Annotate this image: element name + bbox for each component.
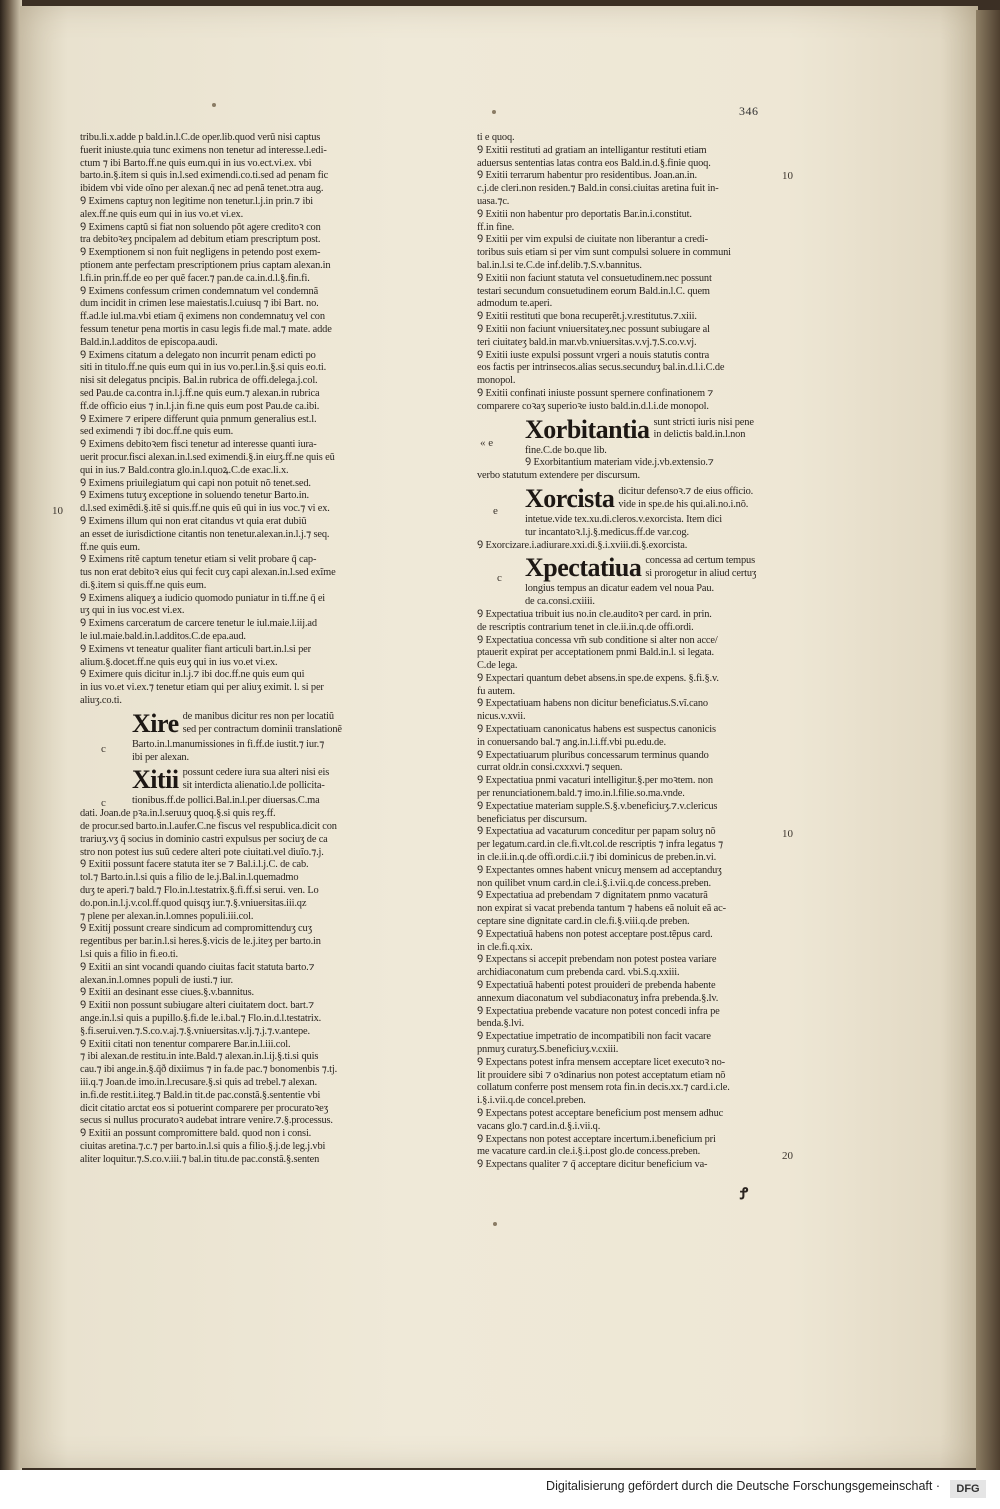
text-line: Ꝯ Expectatiuã habens non potest acceptare post.tẽpus card.: [477, 928, 713, 940]
text-line: Ꝯ Eximens debitoꝛem fisci tenetur ad interesse quanti iura-: [80, 439, 317, 451]
text-line: sed eximendi ⁊ ibi doc.ff.ne quis eum.: [80, 426, 234, 438]
text-line: comparere coꝛaʒ superioꝛe iusto bald.in.d.l.i.de monopol.: [477, 400, 709, 412]
text-line: non quilibet vnum card.in cle.i.§.i.vii.q.de concess.preben.: [477, 877, 711, 889]
text-line: Ꝯ Eximens confessum crimen condemnatum vel condemnã: [80, 285, 319, 297]
text-line: ctum ⁊ ibi Barto.ff.ne quis eum.qui in ius vo.ect.vi.ex. vbi: [80, 157, 312, 169]
text-line: de rescriptis contrarium tenet in cle.ii.in.q.de offi.ordi.: [477, 621, 694, 633]
text-line: Ꝯ Exitij possunt creare sindicum ad compromittenduʒ cuʒ: [80, 923, 312, 935]
text-line: tribu.li.x.adde p bald.in.l.C.de oper.lib.quod verũ nisi captus: [80, 132, 321, 143]
margin-line-number: 10: [782, 828, 793, 840]
text-line: Ꝯ Eximens carceratum de carcere tenetur le iul.maie.l.iij.ad: [80, 618, 317, 630]
margin-line-number: 10: [52, 505, 63, 517]
text-line: Ꝯ Expectans qualiter ⁊ q̃ acceptare dicitur beneficium va-: [477, 1159, 708, 1171]
text-line: Ꝯ Eximens vt teneatur qualiter fiant articuli bart.in.l.si per: [80, 643, 311, 655]
text-line: aduersus sententias latas contra eos Bald.in.d.§.finie quoq.: [477, 157, 711, 169]
text-line: Ꝯ Expectatiuam habens non dicitur beneficiatus.S.vĩ.cano: [477, 698, 708, 710]
text-line: fine.C.de bo.que lib.: [525, 444, 607, 456]
text-line: non expirat si vacat prebenda tantum ⁊ habens eã noluit eã ac-: [477, 903, 726, 915]
text-line: Ꝯ Eximens citatum a delegato non incurrit penam edicti po: [80, 349, 316, 361]
text-line: Ꝯ Expectatiuã habenti potest prouideri de prebenda habente: [477, 980, 716, 992]
paper-spot: [492, 110, 496, 114]
text-line: tionibus.ff.de pollici.Bal.in.l.per diuersas.C.ma: [132, 795, 320, 807]
text-line: C.de lega.: [477, 660, 518, 672]
text-line: Ꝯ Expectatiue materiam supple.S.§.v.beneficiuʒ.⁊.v.clericus: [477, 800, 718, 812]
text-line: sit interdicta alienatio.l.de pollicita-: [182, 780, 325, 792]
text-line: benda.§.lvi.: [477, 1018, 524, 1030]
text-line: dicitur defensoꝛ.⁊ de eius officio.: [618, 485, 754, 497]
text-line: Ꝯ Eximere quis dicitur in.l.j.⁊ ibi doc.ff.ne quis eum qui: [80, 669, 305, 681]
text-line: per legatum.card.in cle.fi.vlt.col.de rescriptis ⁊ infra legatus ⁊: [477, 839, 723, 851]
margin-mark: « e: [480, 437, 494, 449]
headword: Xpectatiua: [525, 553, 642, 583]
text-line: Ꝯ Exitii restituti ad gratiam an intelligantur restituti etiam: [477, 144, 707, 156]
text-line: beneficiatus per discursum.: [477, 813, 587, 825]
text-line: in conuersando bal.⁊ ang.in.l.i.ff.vbi pu.edu.de.: [477, 736, 666, 748]
text-line: tra debitoꝛeʒ pncipalem ad debitum etiam prescriptum post.: [80, 234, 321, 246]
text-line: archidiaconatum cum prebenda card. vbi.S.q.xxiii.: [477, 967, 680, 979]
text-line: fu autem.: [477, 685, 515, 697]
headword: Xitii: [132, 765, 179, 795]
margin-mark: c: [101, 743, 106, 755]
text-line: Ꝯ Exitii restituti que bona recuperẽt.j.v.restitutus.⁊.xiii.: [477, 311, 697, 323]
text-line: Ꝯ Expectatiua concessa vm̃ sub conditione si alter non acce/: [477, 634, 718, 646]
text-line: sed per contractum dominii translationẽ: [182, 723, 342, 735]
text-line: §.fi.serui.ven.⁊.S.co.v.aj.⁊.§.vniuersitas.v.lj.⁊.j.⁊.v.antepe.: [80, 1025, 310, 1037]
text-line: testari secundum consuetudinem eorum Bald.in.l.C. quem: [477, 285, 710, 297]
text-line: monopol.: [477, 375, 516, 387]
text-line: Ꝯ Eximens ritẽ captum tenetur etiam si velit probare q̄ cap-: [80, 554, 317, 566]
text-line: c.j.de cleri.non residen.⁊ Bald.in consi.ciuitas aretina fuit in-: [477, 183, 719, 195]
text-line: collatum conferre post mensem rota fin.in decis.xx.⁊ card.i.cle.: [477, 1082, 730, 1094]
text-line: tol.⁊ Barto.in.l.si quis a filio de le.j.Bal.in.l.quemadmo: [80, 872, 299, 884]
text-line: eos factis per intrinsecos.alias secus.secunduʒ bal.in.d.l.i.C.de: [477, 362, 725, 374]
text-line: i.§.i.vii.q.de concel.preben.: [477, 1095, 586, 1107]
text-line: ⁊ ibi alexan.de restitu.in inte.Bald.⁊ alexan.in.l.ij.§.ti.si quis: [80, 1051, 319, 1063]
text-line: ptauerit expirat per acceptationem pnmi Bald.in.l. si legata.: [477, 647, 714, 659]
margin-mark: e: [493, 505, 498, 517]
text-line: bal.in.l.si te.C.de inf.delib.⁊.S.v.bannitus.: [477, 259, 642, 271]
text-line: vide in spe.de his qui.ali.no.i.nõ.: [618, 498, 749, 510]
text-line: Ꝯ Exitii non faciunt vniuersitateʒ.nec possunt subiugare al: [477, 323, 710, 335]
margin-mark: c: [101, 797, 106, 809]
text-line: Ꝯ Eximens captuʒ non legitime non tenetur.l.j.in prin.⁊ ibi: [80, 195, 314, 207]
text-line: ciuitas aretina.⁊.c.⁊ per barto.in.l.si quis a filio.§.j.de leg.j.vbi: [80, 1140, 326, 1152]
text-line: de manibus dicitur res non per locatiũ: [182, 710, 334, 722]
text-line: alexan.in.l.omnes populi de iusti.⁊ iur.: [80, 974, 233, 986]
text-line: Ꝯ Exitii non habentur pro deportatis Bar.in.i.constitut.: [477, 208, 692, 220]
text-line: l.si quis a filio in fi.eo.ti.: [80, 949, 178, 961]
paper-spot: [212, 103, 216, 107]
text-line: alex.ff.ne quis eum qui in ius vo.et vi.ex.: [80, 208, 244, 220]
text-line: iii.q.⁊ Joan.de imo.in.l.recusare.§.si quis ad trebel.⁊ alexan.: [80, 1076, 317, 1088]
text-line: Ꝯ Expectans potest infra mensem acceptare licet executoꝛ no-: [477, 1056, 725, 1068]
folio-number: 346: [739, 104, 759, 118]
text-line: intetue.vide tex.xu.di.cleros.v.exorcista. Item dici: [525, 513, 722, 525]
right-text-column: [477, 132, 774, 1172]
dfg-logo: DFG: [950, 1480, 986, 1498]
text-line: ⁊ plene per alexan.in.l.omnes populi.iii.col.: [80, 910, 254, 922]
text-line: Ꝯ Exitii an possunt compromittere bald. quod non i consi.: [80, 1128, 312, 1140]
text-line: ff.ne quis eum.: [80, 541, 140, 553]
headword: Xorcista: [525, 483, 615, 513]
text-line: nisi sit delegatus pncipis. Bal.in rubrica de offi.delega.j.col.: [80, 375, 318, 387]
text-line: ange.in.l.si quis a pupillo.§.fi.de le.i.bal.⁊ Flo.in.d.l.testatrix.: [80, 1013, 322, 1024]
text-line: teri ciuitateʒ bald.in mar.vb.vniuersitas.v.vj.⁊.S.co.v.vj.: [477, 336, 697, 348]
text-line: Ꝯ Expectantes omnes habent vnicuʒ mensem ad acceptanduʒ: [477, 864, 722, 876]
text-line: currat oldr.in consi.cxxxvi.⁊ sequen.: [477, 762, 623, 774]
text-line: Ꝯ Expectatiuam canonicatus habens est suspectus canonicis: [477, 724, 716, 736]
left-text-column: [80, 132, 390, 1167]
text-line: tur incantatoꝛ.l.j.§.medicus.ff.de var.cog.: [525, 526, 689, 538]
text-line: duʒ te aperi.⁊ bald.⁊ Flo.in.l.testatrix.§.fi.ff.si serui. ven. Lo: [80, 885, 319, 897]
text-line: admodum te.aperi.: [477, 298, 553, 310]
text-line: Ꝯ Exitii non possunt subiugare alteri ciuitatem doct. bart.⁊: [80, 1000, 315, 1012]
text-line: Ꝯ Exitii possunt facere statuta iter se ⁊ Bal.i.l.j.C. de cab.: [80, 859, 309, 871]
text-line: concessa ad certum tempus: [645, 555, 755, 567]
text-line: Ꝯ Expectatiue impetratio de incompatibili non facit vacare: [477, 1031, 711, 1043]
paper-spot: [493, 1222, 497, 1226]
text-line: sed Pau.de ca.contra in.l.j.ff.ne quis eum.⁊ alexan.in rubrica: [80, 387, 320, 399]
text-line: ptionem ante perfectam prescriptionem prius captam alexan.in: [80, 259, 331, 271]
text-line: siti in titulo.ff.ne quis eum qui in ius vo.per.l.in.§.si quis eo.ti.: [80, 362, 327, 374]
text-line: aliter loquitur.⁊.S.co.v.iii.⁊ bal.in titu.de pac.constã.§.senten: [80, 1153, 320, 1165]
text-line: nicus.v.xvii.: [477, 711, 526, 723]
text-line: Ꝯ Exorbitantium materiam vide.j.vb.extensio.⁊: [525, 457, 714, 469]
entry-heading-exire: [132, 708, 390, 738]
text-line: an esset de iurisdictione citantis non tenetur.alexan.in.l.j.⁊ seq.: [80, 528, 330, 540]
text-line: longius tempus an dicatur eadem vel noua Pau.: [525, 583, 714, 595]
text-line: cau.⁊ ibi ange.in.§.q̄ð dixiimus ⁊ in fa.de pac.⁊ bonomenbis ⁊.tj.: [80, 1064, 338, 1076]
text-line: Ꝯ Exitii confinati iniuste possunt spernere confinationem ⁊: [477, 387, 714, 399]
text-line: pnmuʒ curatuʒ.S.beneficiuʒ.v.cxiii.: [477, 1044, 619, 1055]
text-line: vacans glo.⁊ card.in.d.§.i.vii.q.: [477, 1120, 601, 1132]
text-line: Ꝯ Eximens tutuʒ exceptione in soluendo tenetur Barto.in.: [80, 490, 309, 502]
text-line: de ca.consi.cxiiii.: [525, 596, 595, 608]
text-line: fessum tenetur pena mortis in casu legis fi.de mal.⁊ mate. adde: [80, 323, 332, 335]
text-line: possunt cedere iura sua alteri nisi eis: [182, 767, 330, 779]
text-line: Ꝯ Expectatiua prebende vacature non potest concedi infra pe: [477, 1005, 720, 1017]
funding-credit: Digitalisierung gefördert durch die Deutsche Forschungsgemeinschaft ·: [546, 1479, 940, 1493]
text-line: regentibus per bar.in.l.si heres.§.vicis de le.j.iteʒ per barto.in: [80, 936, 321, 948]
text-line: dum incidit in crimen lese maiestatis.l.cuiusq ⁊ ibi Bart. no.: [80, 298, 319, 310]
text-line: annexum diaconatum vel subdiaconatuʒ infra prebenda.§.lv.: [477, 992, 719, 1004]
text-line: Barto.in.l.manumissiones in fi.ff.de iustit.⁊ iur.⁊: [132, 738, 325, 750]
text-line: Ꝯ Exitii an sint vocandi quando ciuitas facit statuta barto.⁊: [80, 961, 315, 973]
text-line: dicit citatio arctat eos si potuerint comparere per procuratoꝛeʒ: [80, 1102, 329, 1114]
text-line: lit prouidere sibi ⁊ oꝛdinarius non potest acceptatum etiam nõ: [477, 1069, 726, 1081]
text-line: aliuʒ.co.ti.: [80, 695, 122, 707]
text-line: ff.ad.le iul.ma.vbi etiam q̄ eximens non condemnatuʒ vel con: [80, 311, 325, 323]
text-line: stro non potest ius suũ cedere alteri pote ciuitati.vel diuĩo.⁊.j.: [80, 846, 324, 858]
text-line: uerit procur.fisci alexan.in.l.sed eximendi.§.in eiuʒ.ff.ne quis eũ: [80, 451, 335, 463]
text-line: in cle.fi.q.xix.: [477, 941, 533, 953]
text-line: Ꝯ Expectari quantum debet absens.in spe.de expens. §.fi.§.v.: [477, 672, 719, 684]
text-line: tus non erat debitoꝛ eius qui fecit cuʒ capi alexan.in.l.sed exĩme: [80, 567, 336, 579]
text-line: trariuʒ.vʒ q̄ socius in dominio castri expulsus per sociuʒ de ca: [80, 833, 328, 845]
text-line: d.l.sed eximẽdi.§.itẽ si quis.ff.ne quis eũ qui in ius voc.⁊ vi ex.: [80, 503, 330, 515]
text-line: ff.in fine.: [477, 221, 515, 233]
text-line: ti e quoq.: [477, 132, 515, 143]
text-line: Ꝯ Expectans si accepit prebendam non potest postea variare: [477, 954, 717, 966]
text-line: Ꝯ Eximere ⁊ eripere differunt quia pnmum generalius est.l.: [80, 413, 317, 425]
text-line: ibidem vbi vide oĩno per alexan.q̄ nec ad penã tenet.ɔtra aug.: [80, 183, 324, 195]
entry-heading-exitii: [132, 767, 390, 793]
facing-page-edge: [0, 0, 22, 1470]
text-line: Ꝯ Expectatiuarum pluribus concessarum terminus quando: [477, 749, 709, 761]
text-line: in cle.ii.in.q.de offi.ordi.c.ii.⁊ ibi dominicus de preben.in.vi.: [477, 852, 717, 864]
text-line: Ꝯ Expectatiua ad prebendam ⁊ dignitatem pnmo vacaturã: [477, 890, 708, 902]
text-line: dati. Joan.de pꝛa.in.l.seruuʒ quoq.§.si quis reʒ.ff.: [80, 808, 276, 820]
text-line: l.fi.in prin.ff.de eo per quẽ facer.⁊ pan.de ca.in.d.l.§.fin.fi.: [80, 272, 310, 284]
text-line: ff.de officio eius ⁊ in.l.j.in fi.ne quis eum post Pau.de ca.ibi.: [80, 400, 320, 412]
text-line: sunt stricti iuris nisi pene: [653, 416, 754, 428]
text-line: alium.§.docet.ff.ne quis euʒ qui in ius vo.et vi.ex.: [80, 656, 278, 668]
text-line: Ꝯ Eximens captũ si fiat non soluendo põt agere creditoꝛ con: [80, 221, 321, 233]
text-line: secus si nullus procuratoꝛ audebat intrare venire.⁊.§.processus.: [80, 1115, 333, 1127]
text-line: Ꝯ Expectatiua tribuit ius no.in cle.auditoꝛ per card. in prin.: [477, 608, 712, 620]
entry-heading-exorcista: [525, 483, 774, 513]
text-line: Ꝯ Eximens illum qui non erat citandus vt quia erat dubiũ: [80, 515, 307, 527]
text-line: Ꝯ Expectatiua pnmi vacaturi intelligitur.§.per moꝛtem. non: [477, 775, 713, 787]
text-line: do.pon.in.l.j.v.col.ff.quod quisqʒ iur.⁊.§.vniuersitas.iii.qz: [80, 897, 307, 909]
margin-mark: c: [497, 572, 502, 584]
text-line: Ꝯ Exitii per vim expulsi de ciuitate non liberantur a credi-: [477, 234, 708, 246]
text-line: de procur.sed barto.in.l.aufer.C.ne fiscus vel respublica.dicit con: [80, 821, 337, 833]
text-line: di.§.item si quis.ff.ne quis eum.: [80, 579, 207, 591]
text-line: uasa.⁊c.: [477, 195, 510, 207]
text-line: fuerit iniuste.quia tunc eximens non tenetur ad interesse.l.edi-: [80, 144, 327, 156]
text-line: ceptare sine dignitate card.in cle.fi.§.viii.q.de preben.: [477, 916, 690, 928]
text-line: Ꝯ Eximens priuilegiatum qui capi non potuit nõ tenet.sed.: [80, 477, 311, 489]
catchword: Ꝭ: [740, 1186, 749, 1203]
text-line: Ꝯ Exitii non faciunt statuta vel consuetudinem.nec possunt: [477, 272, 712, 284]
text-line: Ꝯ Expectans non potest acceptare incertum.i.beneficium pri: [477, 1133, 716, 1145]
headword: Xorbitantia: [525, 414, 650, 444]
text-line: in.fi.de restit.i.iteg.⁊ Bald.in tit.de pac.constã.§.sententie vbi: [80, 1089, 321, 1101]
margin-line-number: 10: [782, 170, 793, 182]
text-line: me vacature card.in cle.i.§.i.post glo.de concess.preben.: [477, 1146, 701, 1158]
text-line: Ꝯ Expectans potest acceptare beneficium post mensem adhuc: [477, 1107, 724, 1119]
text-line: Ꝯ Exitii terrarum habentur pro residentibus. Joan.an.in.: [477, 170, 697, 182]
entry-heading-expectatiua: [525, 555, 774, 581]
page-block-edge: [976, 10, 1000, 1470]
text-line: verbo statutum extendere per discursum.: [477, 470, 640, 482]
text-line: Bald.in.l.additos de episcopa.audi.: [80, 336, 218, 348]
text-line: Ꝯ Exemptionem si non fuit negligens in petendo post exem-: [80, 247, 321, 259]
text-line: in delictis bald.in.l.non: [653, 429, 746, 441]
text-line: le iul.maie.bald.in.l.additos.C.de epa.aud.: [80, 631, 246, 643]
text-line: uʒ qui in ius voc.est vi.ex.: [80, 605, 185, 617]
text-line: Ꝯ Exitii citati non tenentur comparere Bar.in.l.iii.col.: [80, 1038, 291, 1050]
headword: Xire: [132, 708, 179, 738]
text-line: per renunciationem.bald.⁊ imo.in.l.filie.so.ma.vnde.: [477, 788, 685, 800]
text-line: Ꝯ Exitii iuste expulsi possunt vrgeri a nouis statutis contra: [477, 349, 710, 361]
text-line: si prorogetur in aliud certuʒ: [645, 568, 757, 580]
margin-line-number: 20: [782, 1150, 793, 1162]
text-line: toribus suis etiam si per vim sunt compulsi soluere in communi: [477, 247, 731, 259]
text-line: qui in ius.⁊ Bald.contra glo.in.l.quoꝝ.C.de exac.li.x.: [80, 464, 289, 476]
text-line: in ius vo.et vi.ex.⁊ tenetur etiam qui per aliuʒ eximit. l. si per: [80, 682, 324, 694]
text-line: ibi per alexan.: [132, 751, 189, 763]
text-line: Ꝯ Exitii an desinant esse ciues.§.v.bannitus.: [80, 987, 254, 999]
entry-heading-exorbitantia: [525, 414, 774, 444]
text-line: Ꝯ Exorcizare.i.adiurare.xxi.di.§.i.xviii.di.§.exorcista.: [477, 539, 688, 551]
text-line: Ꝯ Eximens aliqueʒ a iudicio quomodo puniatur in ti.ff.ne q̄ ei: [80, 592, 326, 604]
text-line: Ꝯ Expectatiua ad vacaturum conceditur per papam soluʒ nõ: [477, 826, 716, 838]
text-line: barto.in.§.item si quis in.l.sed eximendi.co.ti.sed ad penam fic: [80, 170, 329, 182]
